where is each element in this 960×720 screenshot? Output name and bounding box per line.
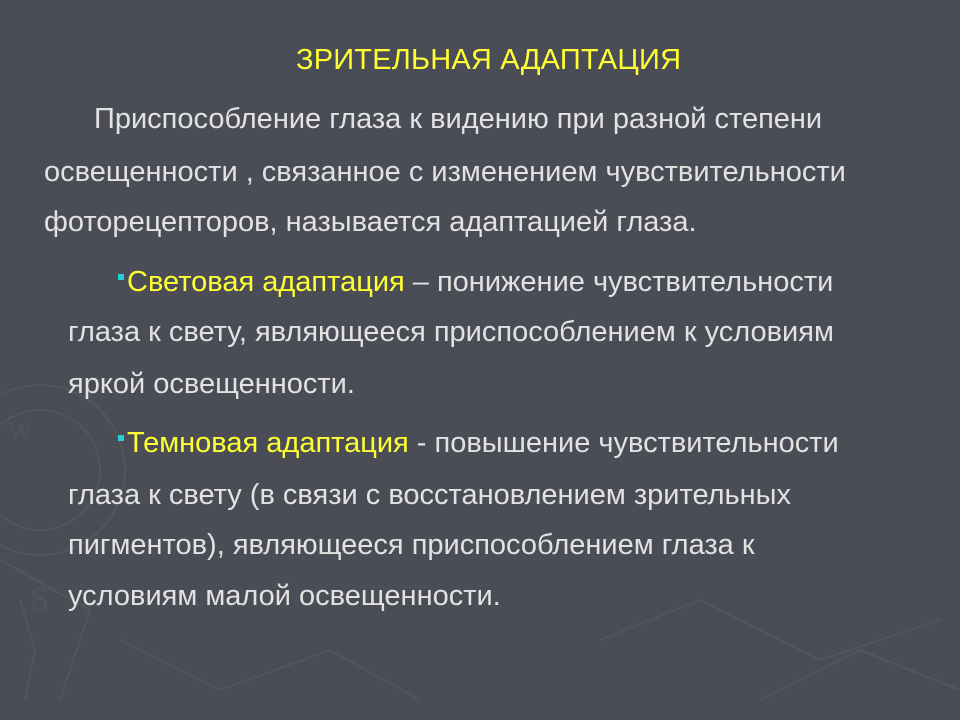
light-adaptation-line-3: яркой освещенности. [68,368,355,400]
dark-adaptation-line-1: - повышение чувствительности [408,427,839,459]
definition-line-3: фоторецепторов, называется адаптацией глаза. [44,206,697,238]
bullet-light-adaptation [118,264,833,300]
term-dark-adaptation: Темновая адаптация [127,427,409,459]
dark-adaptation-line-4: условиям малой освещенности. [68,580,501,612]
dark-adaptation-line-3: пигментов), являющееся приспособлением глаза к [68,529,755,561]
bullet-marker-icon [118,435,124,441]
svg-text:W: W [8,417,33,446]
definition-line-2: освещенности , связанное с изменением чувствительности [44,156,846,188]
definition-line-1: Приспособление глаза к видению при разной степени [94,103,823,135]
light-adaptation-line-2: глаза к свету, являющееся приспособлением к условиям [68,316,834,348]
slide-title: ЗРИТЕЛЬНАЯ АДАПТАЦИЯ [296,44,682,76]
svg-text:S: S [30,581,49,618]
light-adaptation-line-1: – понижение чувствительности [404,266,834,298]
dark-adaptation-line-2: глаза к свету (в связи с восстановлением зрительных [68,479,792,511]
bullet-marker-icon [118,274,124,280]
bullet-dark-adaptation [118,425,839,461]
term-light-adaptation: Световая адаптация [127,266,405,298]
